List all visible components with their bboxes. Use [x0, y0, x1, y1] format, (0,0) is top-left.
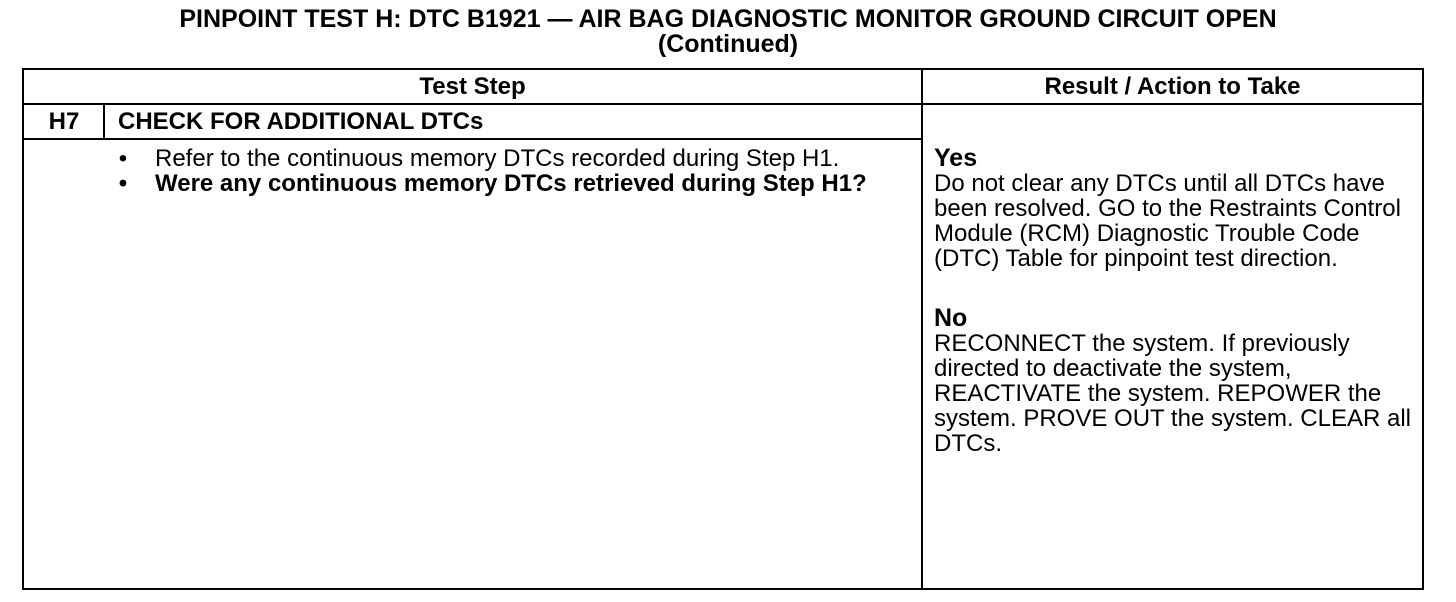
step-id: H7	[48, 108, 80, 135]
step-bullet-refer	[116, 146, 896, 171]
step-title: CHECK FOR ADDITIONAL DTCs	[118, 108, 484, 135]
page-subtitle: (Continued)	[657, 30, 799, 58]
result-no-text: RECONNECT the system. If previously directed to deactivate the system, REACTIVATE the system. REPOWER the system. PROVE OUT the system. CLEAR all DTCs.	[934, 330, 1412, 457]
step-question-text: Were any continuous memory DTCs retrieved during Step H1?	[155, 170, 867, 197]
result-no-label: No	[934, 304, 968, 332]
bullet-icon: •	[118, 145, 128, 172]
result-yes-label: Yes	[934, 144, 978, 172]
header-test-step: Test Step	[419, 73, 526, 100]
step-instructions	[116, 146, 896, 196]
header-result-action: Result / Action to Take	[1044, 73, 1301, 100]
page-title: PINPOINT TEST H: DTC B1921 — AIR BAG DIAGNOSTIC MONITOR GROUND CIRCUIT OPEN	[179, 5, 1277, 33]
step-title-divider	[22, 138, 923, 140]
result-yes-text: Do not clear any DTCs until all DTCs have been resolved. GO to the Restraints Control Module (RCM) Diagnostic Trouble Code (DTC) Table for pinpoint test direction.	[934, 170, 1401, 272]
step-bullet-question	[116, 171, 896, 196]
result-yes	[934, 145, 1420, 271]
bullet-icon: •	[118, 170, 128, 197]
result-no	[934, 305, 1420, 456]
header-divider	[22, 103, 1424, 105]
column-divider	[921, 68, 923, 590]
step-bullet-text: Refer to the continuous memory DTCs recorded during Step H1.	[155, 145, 840, 172]
